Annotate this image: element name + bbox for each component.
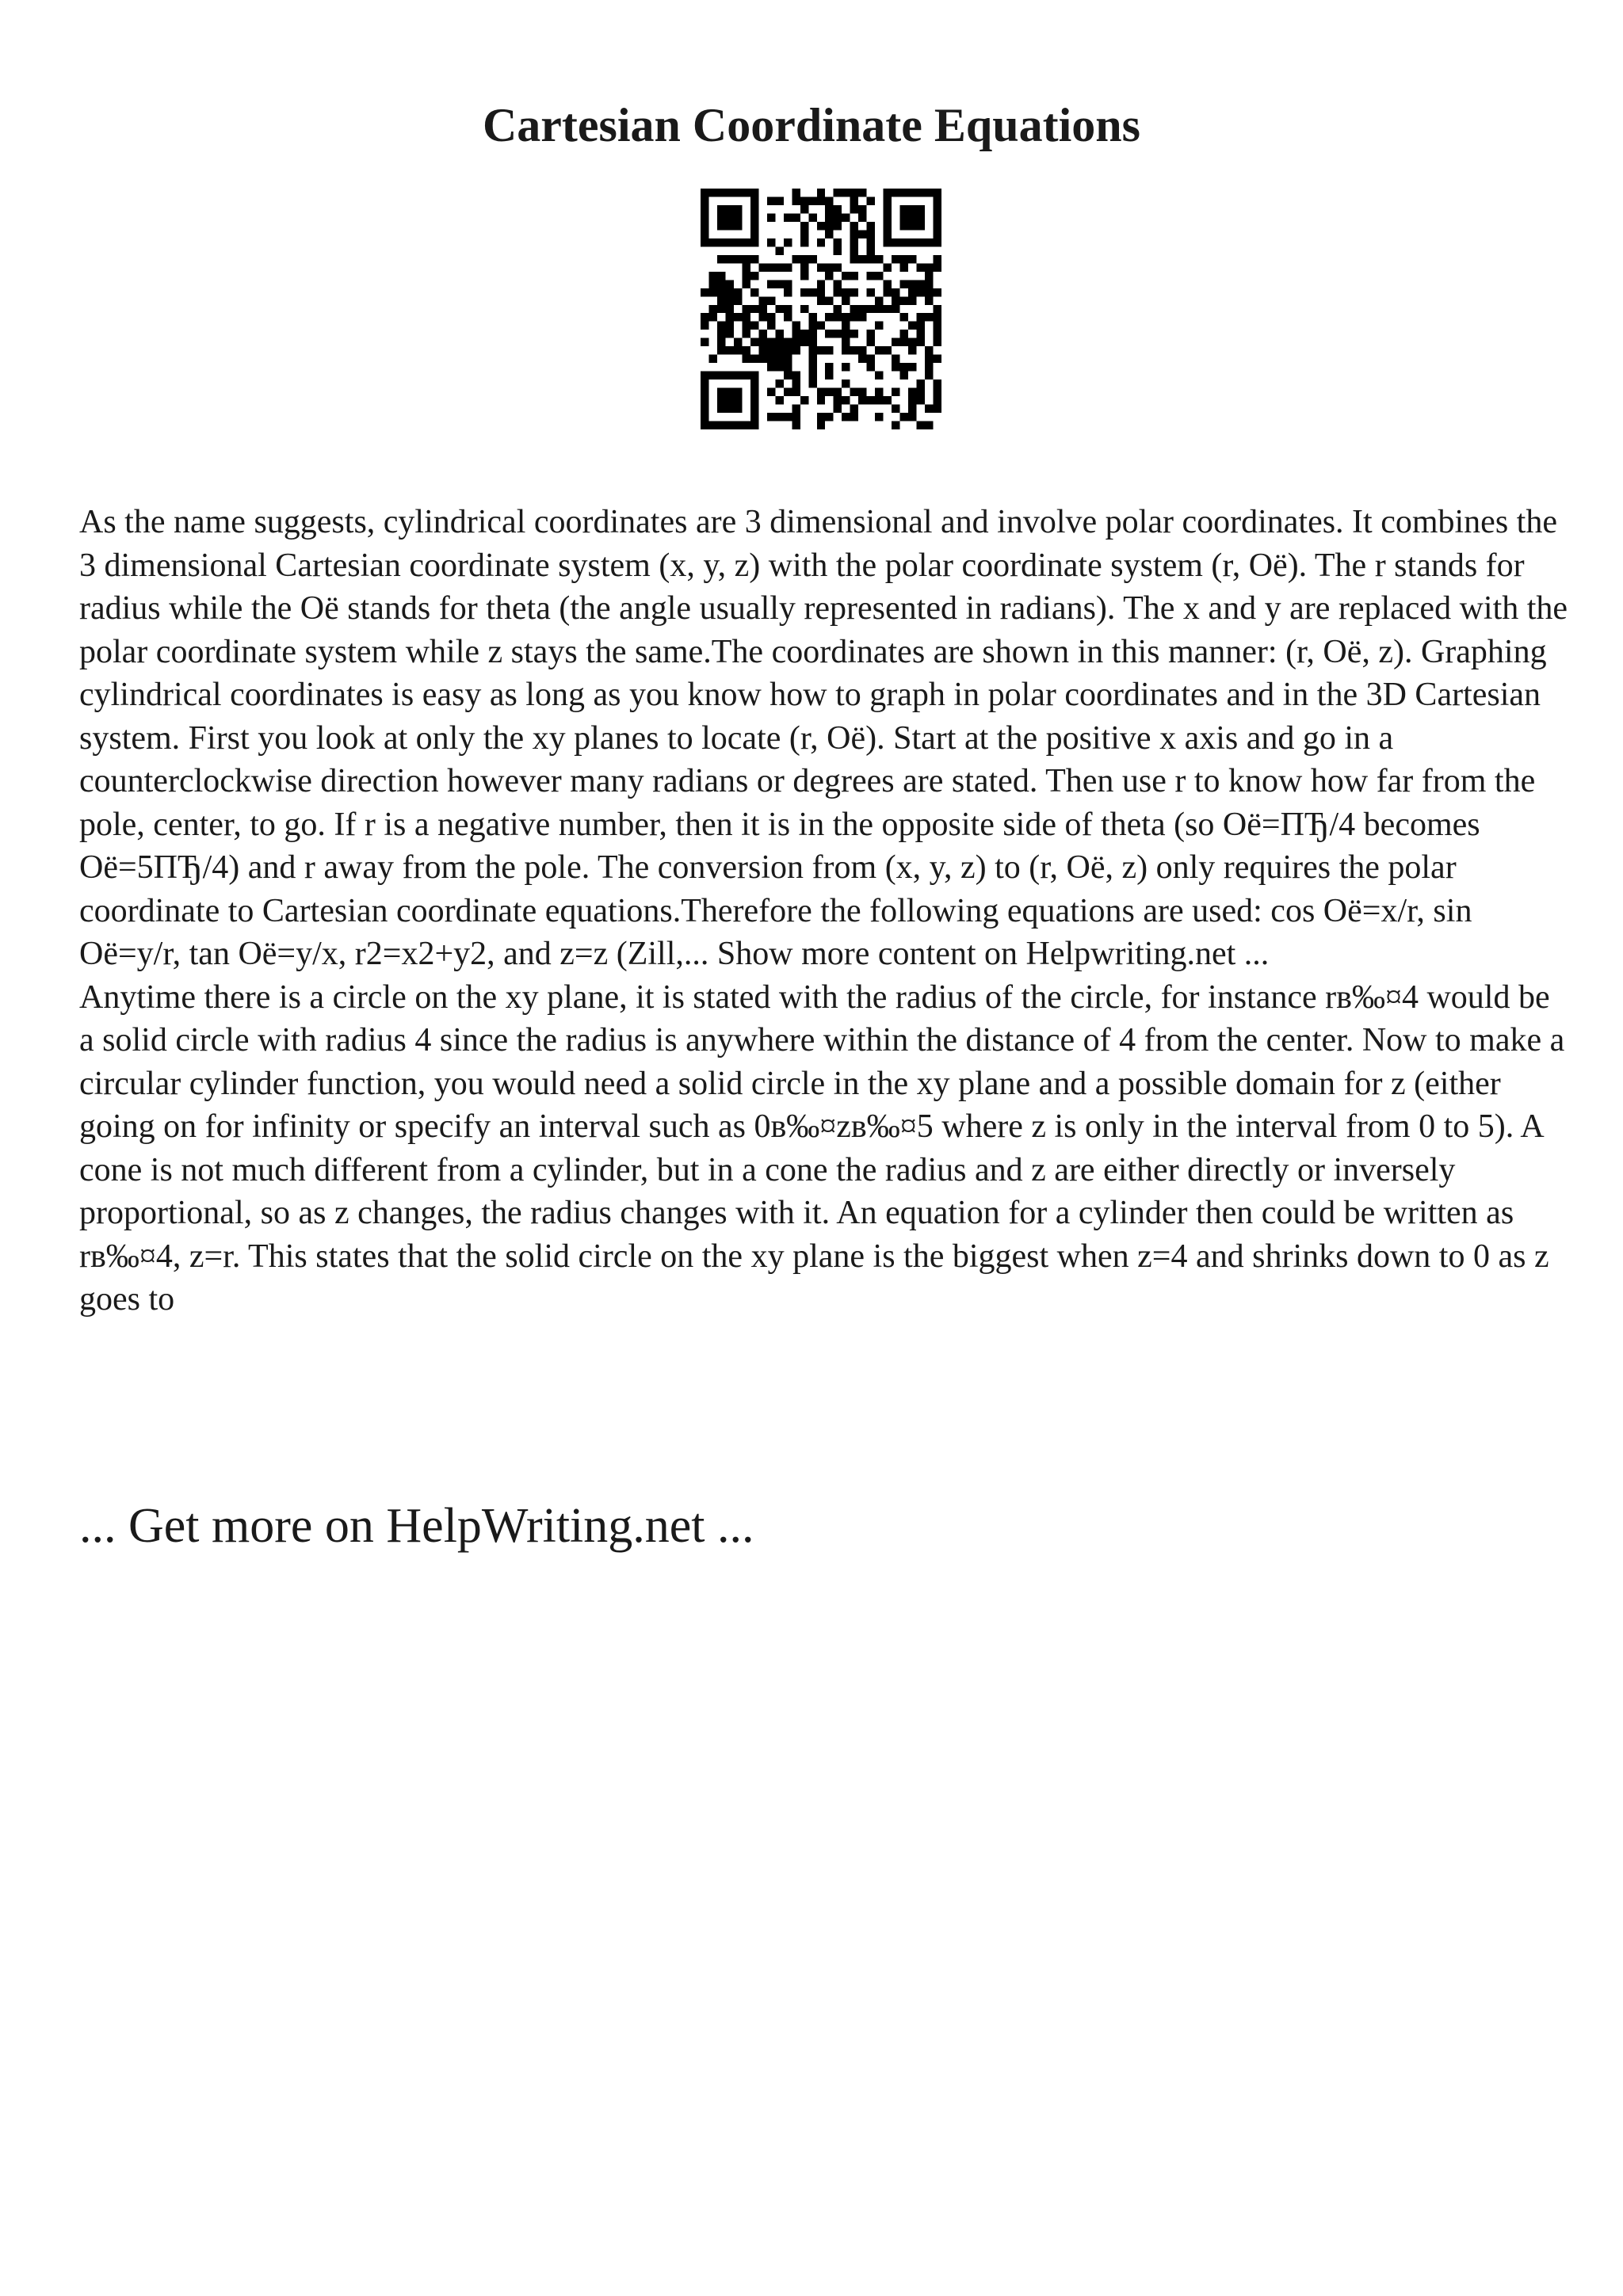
paragraph-circle-cylinder: Anytime there is a circle on the xy plane, it is stated with the radius of the circle, for instance rв‰¤4 would be a solid circle with radius 4 since the radius is anywhere within the distance of 4 from the center. Now to make a circular cylinder function, you would need a solid circle in the xy plane and a possible domain for z (either going on for infinity or specify an interval such as 0в‰¤zв‰¤5 where z is only in the interval from 0 to 5). A cone is not much different from a cylinder, but in a cone the radius and z are either directly or inversely proportional, so as z changes, the radius changes with it. An equation for a cylinder then could be written as rв‰¤4, z=r. This states that the solid circle on the xy plane is the biggest when z=4 and shrinks down to 0 as z goes to [79,978,1565,1318]
document-title: Cartesian Coordinate Equations [482,99,1141,151]
paragraph-cylindrical-intro: As the name suggests, cylindrical coordinates are 3 dimensional and involve polar coordinates. It combines the 3 dimensional Cartesian coordinate system (x, y, z) with the polar coordinate system (r, Оё). The r stands for radius while the Оё stands for theta (the angle usually represented in radians). The x and y are replaced with the polar coordinate system while z stays the same.The coordinates are shown in this manner: (r, Оё, z). Graphing cylindrical coordinates is easy as long as you know how to graph in polar coordinates and in the 3D Cartesian system. First you look at only the xy planes to locate (r, Оё). Start at the positive x axis and go in a counterclockwise direction however many radians or degrees are stated. Then use r to know how far from the pole, center, to go. If r is a negative number, then it is in the opposite side of theta (so Оё=ПЂ/4 becomes Оё=5ПЂ/4) and r away from the pole. The conversion from (x, y, z) to (r, Оё, z) only requires the polar coordinate to Cartesian coordinate equations.Therefore the following equations are used: cos Оё=x/r, sin Оё=y/r, tan Оё=y/x, r2=x2+y2, and z=z (Zill,... Show more content on Helpwriting.net ... [79,504,1568,972]
qr-code-icon[interactable] [701,187,941,431]
get-more-link[interactable]: ... Get more on HelpWriting.net ... [79,1499,754,1553]
article-body [79,501,1569,1322]
